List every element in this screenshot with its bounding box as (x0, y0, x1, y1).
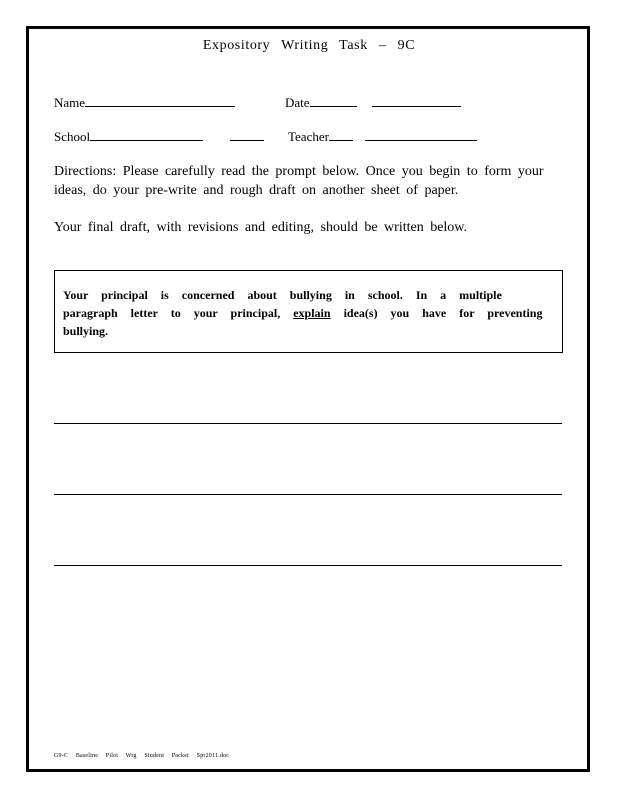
directions-paragraph: Directions: Please carefully read the prompt below. Once you begin to form your ideas, do your pre-write and rough draft on another sheet of paper. (54, 164, 544, 198)
teacher-blank-1 (329, 128, 353, 141)
date-field (285, 94, 461, 111)
name-blank (85, 94, 235, 107)
teacher-blank-2 (365, 128, 477, 141)
writing-line (54, 494, 562, 495)
footer-filename: G9-C Baseline Pilot Wrg Student Packet Spr2011.doc (54, 753, 230, 759)
teacher-field (288, 128, 477, 145)
date-blank-2 (372, 94, 461, 107)
document-title: Expository Writing Task – 9C (202, 38, 416, 53)
school-blank-1 (90, 128, 203, 141)
school-label: School (54, 129, 91, 144)
writing-line (54, 423, 562, 424)
prompt-emphasis: explain (293, 306, 331, 320)
school-blank-2 (230, 128, 264, 141)
name-label: Name (54, 95, 86, 110)
prompt-box (54, 270, 563, 353)
name-field (54, 94, 235, 111)
prompt-text-end: idea(s) you have for preventing bullying. (63, 306, 543, 338)
final-draft-instructions: Your final draft, with revisions and editing, should be written below. (54, 220, 468, 235)
date-blank-1 (310, 94, 357, 107)
date-label: Date (285, 95, 310, 110)
prompt-text-start: Your principal is concerned about bullying in school. In a multiple paragraph letter to your principal, (63, 288, 502, 320)
school-field (54, 128, 264, 145)
teacher-label: Teacher (288, 129, 329, 144)
writing-line (54, 565, 562, 566)
